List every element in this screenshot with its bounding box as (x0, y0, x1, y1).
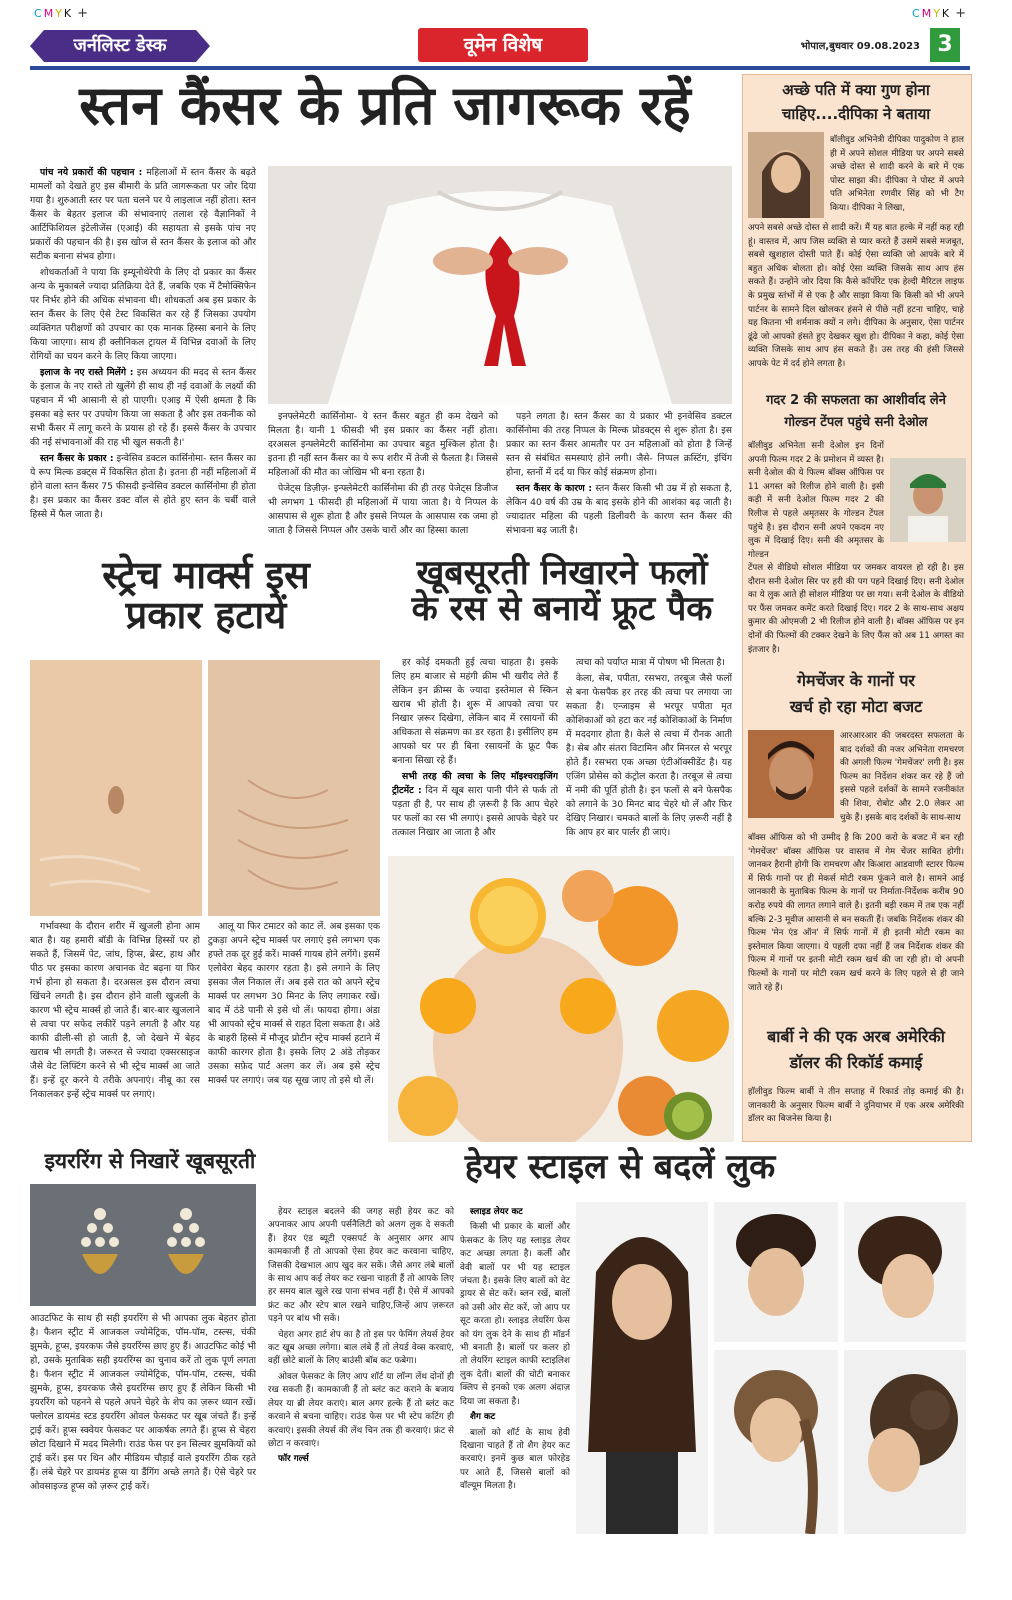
hair-photo-braid (714, 1350, 838, 1534)
hair-photo-bun (844, 1350, 966, 1534)
paragraph: चेहरा अगर हार्ट शेप का है तो इस पर फेमिंग लेयर्स हेयर कट खूब अच्छा लगेगा। बाल लंबे हैं तो लेयर्ड वेव्स करवाएं, वहीं छोटे बालों के लिए बाउंसी बॉब कट फबेगा। (268, 1329, 454, 1367)
paragraph: आलू या फिर टमाटर को काट लें. अब इसका एक टुकड़ा अपने स्ट्रेच मार्क्स पर लगाएं इसे लगभग एक हफ्ते तक दूर हुई करें। मार्क्स गायब होने लगेंगे। इसमें एलोवेरा बेहद कारगर रहता है। इसे लगाने के लिए इसका जैल निकाल लें। अब इसे रात को अपने स्ट्रेच मार्क्स पर लगभग 30 मिनट के लिए लगाकर रखें। बाद में ठंडे पानी से इसे धो लें। फायदा होगा। अंडा भी आपको स्ट्रेच मार्क्स से राहत दिला सकता है। अंडे के बाहरी हिस्से में मौजूद प्रोटीन स्ट्रेच मार्क्स हटाने में काफी कारगर होता है। इसके लिए 2 अंडे तोड़कर उसका सफ़ेद पार्ट अलग कर लें। अब इसे स्ट्रेच मार्क्स पर लगाएं। जब यह सूख जाए तो इसे धो लें। (208, 921, 380, 1086)
earring-photo (30, 1184, 256, 1306)
paragraph: हेयर स्टाइल बदलने की जगह सही हेयर कट को अपनाकर आप अपनी पर्सनैलिटी को अलग लुक दे सकती हैं। हेयर एंड ब्यूटी एक्सपर्ट के अनुसार अगर आप कामकाजी हैं तो आपको ऐसा हेयर कट करवाना चाहिए, जिसकी देखभाल आप खुद कर सकें। जैसे अगर लंबे बालों के साथ आप कई लेयर कट रखना चाहती हैं तो आपके लिए हर समय बाल खुले रख पाना संभव नहीं है। ऐसे में आपको फ्रंट कट और स्टेप बाल रखने चाहिए,जिन्हें आप ज़रूरत पड़ने पर बांध भी सकें। (268, 1207, 454, 1325)
section-tag-label: जर्नलिस्ट डेस्क (73, 35, 167, 56)
cancer-headline: स्तन कैंसर के प्रति जागरूक रहें (79, 74, 691, 137)
paragraph: किसी भी प्रकार के बालों और फेसकट के लिए यह स्लाइड लेयर कट अच्छा लगता है। कर्ली और वेवी बालों पर भी यह स्टाइल जंचता है। इसके लिए बालों को वेट ड्रायर से सेट करें। ब्लन रखें, बालों को उसी ओर सेट करें, जो आप पर सूट करता हो। स्लाइड लेयरिंग फेस को यंग लुक देने के साथ ही मॉडर्न भी बनाती है। बालों पर कलर हो तो लेयरिंग स्टाइल काफी स्टाइलिश लुक देती। बालों की चोटी बनाकर क्लिप से इनको एक अलग अंदाज़ दिया जा सकता है। (460, 1222, 570, 1407)
fruit-headline-line-2: के रस से बनायें फ्रूट पैक (411, 588, 713, 629)
stretch-photo-skin (208, 660, 380, 916)
paragraph: फॉर गर्ल्स (278, 1454, 309, 1465)
barbie-headline-line-2: डॉलर की रिकॉर्ड कमाई (789, 1053, 923, 1072)
cancer-col-3 (506, 410, 732, 538)
paragraph: स्लाइड लेयर कट (470, 1207, 523, 1217)
gadar-body-top: बॉलीवुड अभिनेता सनी देओल इन दिनों अपनी फिल्म गदर 2 के प्रमोशन में व्यस्त है। सनी देओल की ये फिल्म बॉक्स ऑफिस पर 11 अगस्त को रिलीज होने वाली है। इसी कड़ी में सनी देओल फिल्म गदर 2 की रिलीज से पहले अमृतसर के गोल्डन टेंपल पहुंचे है। इस दौरान सनी अपने एकदम नए लुक में दिखाई दिए। सनी की अमृतसर के गोल्डन (748, 441, 884, 560)
deepika-body-top: बॉलीवुड अभिनेत्री दीपिका पादुकोण ने हाल ही में अपने सोशल मीडिया पर अपने सबसे अच्छे दोस्त से शादी करने के बारे में एक पोस्ट साझा की। दीपिका ने पोस्ट में अपने पति अभिनेता रणवीर सिंह को भी टैग किया। दीपिका ने लिखा, (830, 135, 964, 213)
earring-headline: इयररिंग से निखारें खूबसूरती (44, 1149, 256, 1173)
paragraph: स्तन कैंसर के प्रकार : इन्वेसिव डक्टल कार्सिनोमा- स्तन कैंसर का ये रूप मिल्क डक्ट्स में विकसित होता है। इतना ही नहीं महिलाओं में होने वाला स्तन कैंसर 75 फीसदी इन्वेसिव डक्टल कार्सिनोमा ही होता है। इस प्रकार का कैंसर डक्ट वॉल से होते हुए स्तन के चर्बी वाले हिस्से में फैल जाता है। (30, 453, 256, 520)
paragraph: स्तन कैंसर के कारण : स्तन कैंसर किसी भी उम्र में हो सकता है, लेकिन 40 वर्ष की उम्र के बाद इसके होने की आशंका बढ़ जाती है। ज्यादातर महिला की पहली डिलीवरी के कारण स्तन कैंसर की संभावना बढ़ जाती है। (506, 483, 732, 536)
barbie-headline (746, 1024, 966, 1076)
paragraph: गर्भावस्था के दौरान शरीर में खुजली होना आम बात है। यह हमारी बॉडी के विभिन्न हिस्सों पर हो सकते हैं, जिसमें पेट, जांघ, हिप्स, ब्रेस्ट, हाथ और पीठ पर इसका कारण अचानक वेट बढ़ना या फिर गर्भ होना हो सकता है। दरअसल इस दौरान त्वचा खिंचने लगती है। इस दौरान होने वाली खुजली के कारण भी स्ट्रेच मार्क्स हो जाते हैं। बार-बार खुजलाने से त्वचा पर सफेद लकीरें पड़ने लगती है और यह काफी ढीली-सी हो जाती है, जो देखने में बेहद खराब भी लगती है। जरूरत से ज्यादा एक्सरसाइज जैसे वेट लिफ्टिंग करने से भी स्ट्रेच मार्क्स आ जाते हैं। इन्हें दूर करने ये तरीके अपनाएं। नीबू का रस निकालकर इन्हें स्ट्रेच मार्क्स पर लगाएं। (30, 921, 200, 1100)
gadar-headline-line-2: गोल्डन टेंपल पहुंचे सनी देओल (784, 415, 928, 430)
hair-photo-updo-1 (714, 1202, 838, 1342)
deepika-body-bottom: अपने सबसे अच्छे दोस्त से शादी करें। मैं यह बात हल्के में नहीं कह रही हूं। वास्तव में, आप जिस व्यक्ति से प्यार करते हैं उसमें सबसे मजबूत, सबसे खुशहाल दोस्ती पाते हैं। कोई ऐसा व्यक्ति जो आपके बारे में बहुत अधिक बोलता हो। कोई ऐसा व्यक्ति जिसके साथ आप हंस सकते हैं। उन्होंने जोर दिया कि कैसे कॉर्पोरेट एक हेल्दी मैरिटल लाइफ के प्रमुख स्तंभों में से एक है और साझा किया कि किसी को भी अपने पार्टनर के सामने दिल खोलकर हंसने से पीछे नहीं हटना चाहिए, चाहे यह कितना भी शर्मनाक क्यों न लगे। दीपिका के अनुसार, ऐसा पार्टनर ढूंढे जो आपको हंसते हुए देखकर खुश हो। दीपिका ने कहा, कोई ऐसा व्यक्ति जिसके साथ आप हंस सकते हैं। उस तरह की हंसी जिससे आपके पेट में दर्द होने लगता है। (748, 223, 964, 369)
hair-col-2 (460, 1206, 570, 1536)
ramcharan-photo (748, 730, 834, 818)
paragraph: ओवल फेसकट के लिए आप शॉर्ट या लॉन्ग लेंथ दोनों ही रख सकती हैं। कामकाजी हैं तो ब्लंट कट कराने के बजाय लेयर या ब्री लेयर कराएं। बाल अगर हल्के हैं तो ब्लंट कट करवाने से बचना चाहिए। राउंड फेस पर भी स्टेप कटिंग ही करवाएं। इसकी लेयर्स की लेंथ चिन तक ही करवाएं। फ्रंट से छोटा न करवाएं। (268, 1371, 454, 1449)
paragraph: पांच नये प्रकारों की पहचान : महिलाओं में स्तन कैंसर के बढ़ते मामलों को देखते हुए इस बीमारी के प्रति जागरूकता पर जोर दिया गया है। शुरुआती स्तर पर पता चलने पर ये लाइलाज नहीं होता। स्तन कैंसर के बेहतर इलाज की संभावनाएं तलाश रहे वैज्ञानिकों ने आर्टिफिशियल इंटेलीजेंस (एआई) की सहायता से इसके पांच नए प्रकारों की पहचान की है। इस खोज से स्तन कैंसर के इलाज को और सटीक बनाना संभव होगा। (30, 167, 256, 262)
section-tag (30, 30, 210, 62)
cancer-col-1 (30, 166, 256, 536)
fruit-headline (392, 553, 732, 629)
gamechanger-body-top: आरआरआर की जबरदस्त सफलता के बाद दर्शकों की नजर अभिनेता रामचरण की अगली फिल्म 'गेमचेंजर' लगी है। इस फिल्म का निर्देशन शंकर कर रहे हैं जो इससे पहले दर्शकों के सामने रजनीकांत की शिवा, रोबोट और 2.0 लेकर आ चुके हैं। इसके बाद दर्शकों के साथ-साथ (840, 731, 964, 823)
barbie-headline-line-1: बार्बी ने की एक अरब अमेरिकी (767, 1027, 945, 1046)
cmyk-mark-left: CMYK + (34, 6, 91, 21)
fruit-face-photo (388, 856, 734, 1142)
paragraph: त्वचा को पर्याप्त मात्रा में पोषण भी मिलता है। (576, 657, 725, 668)
deepika-headline-line-2: चाहिए....दीपिका ने बताया (781, 105, 931, 123)
gamechanger-headline-line-2: खर्च हो रहा मोटा बजट (789, 697, 923, 716)
hair-headline: हेयर स्टाइल से बदलें लुक (464, 1147, 776, 1187)
sunny-deol-photo (890, 458, 966, 542)
dateline: भोपाल,बुधवार 09.08.2023 (800, 41, 920, 52)
gamechanger-body-bottom: बॉक्स ऑफिस को भी उम्मीद है कि 200 करो के बजट में बन रही 'गेमचेंजर' बॉक्स ऑफिस पर वास्तव में गेम चेंजर साबित होगी। जानकर हैरानी होगी कि रामचरण और किआरा आडवाणी स्टारर फिल्म में सिर्फ गानों पर ही मेकर्स मोटी रकम फूंकने वाले है। सामने आई जानकारी के मुताबिक फिल्म के गानों पर निर्माता-निर्देशक करीब 90 करोड़ रुपये की लागत लगाने वाले है। इतनी बड़ी रकम में तब एक नहीं बल्कि 2-3 मूवीज आसानी से बन सकती हैं। जबकि निर्देशक शंकर की फिल्म 'मेन एंड ऑन' में सिर्फ गानों में ही इतनी मोटी रकम का इस्तेमाल किया जाएगा। ये पहली दफा नहीं हैं जब निर्देशक शंकर की फिल्म में गानों पर इतनी मोटी रकम खर्च की जा रही हो। वो अपनी फिल्मों के गानों पर मोटी रकम खर्च करने के लिए पहले से ही जाने जाते रहे हैं। (748, 833, 964, 993)
gamechanger-headline-line-1: गेमचेंजर के गानों पर (797, 671, 915, 690)
deepika-headline (746, 78, 966, 126)
paragraph: इलाज के नए रास्ते मिलेंगे : इस अध्ययन की मदद से स्तन कैंसर के इलाज के नए रास्ते तो खुलेंगे ही साथ ही नई दवाओं के लक्ष्यों की पहचान में भी आसानी से हो पाएगी। एआइ में ऐसी क्षमता है कि इसका बड़े स्तर पर उपयोग किया जा सकता है और इस तकनीक को सभी कैंसर में लागू करने के प्रयास हो रहे हैं। इससे कैंसर के उपचार की नई संभावनाओं की राह भी खुल सकती है।' (30, 367, 256, 448)
fruit-col-2 (566, 656, 732, 848)
paragraph: केला, सेब, पपीता, रसभरा, तरबूज जैसे फलों से बना फेसपैक हर तरह की त्वचा पर लगाया जा सकता है। एन्जाइम से भरपूर पपीता मृत कोशिकाओं को हटा कर नई कोशिकाओं के निर्माण में मददगार होता है। केले से त्वचा में रौनक आती है। सेब और संतरा विटामिन और मिनरल से भरपूर होते हैं। रसभरा एक अच्छा एंटीऑक्सीडेंट है। यह एजिंग प्रोसेस को कंट्रोल करता है। तरबूज से त्वचा में नमी की पूर्ति होती है। इन फलों से बने फेसपैक को लगाने के 30 मिनट बाद चेहरे धो लें और फिर देखिए निखार। चमकते बालों के लिए ज़रूरी नहीं है कि आप हर बार पार्लर ही जाएं। (566, 673, 732, 838)
deepika-photo (748, 132, 824, 218)
paragraph: पेजेट्स डिज़ीज़- इन्फ्लेमेटरी कार्सिनोमा की ही तरह पेजेट्स डिजीज भी लगभग 1 फीसदी ही महिलाओं में पाया जाता है। ये निप्पल के आसपास से शुरू होता है और इससे निप्पल के आसपास रक जमा हो जाता है जिससे निप्पल और उसके चारों और का हिस्सा काला (268, 483, 498, 536)
paragraph: पड़ने लगता है। स्तन कैंसर का ये प्रकार भी इनवेसिव डक्टल कार्सिनोमा की तरह निप्पल के मिल्क प्रोडक्ट्स से शुरू होता है। इस प्रकार का स्तन कैंसर आमतौर पर उन महिलाओं को होता है जिन्हें स्तन से संबंधित समस्याएं होने लगी। जैसे- निप्पल क्रस्टिंग, इंचिंग होना, स्तनों में दर्द या फिर कोई संक्रमण होना। (506, 411, 732, 478)
gadar-headline (746, 390, 966, 434)
stretch-photo-belly (30, 660, 202, 916)
page-number: 3 (930, 28, 960, 62)
gadar-body-bottom: टेंपल से वीडियो सोशल मीडिया पर जमकर वायरल हो रही है। इस दौरान सनी देओल सिर पर हरी की पग पहने दिखाई दिए। सनी देओल का ये लुक आते ही सोशल मीडिया पर छा गया। सनी देओल के वीडियो पर फैंस जमकर कमेंट करते दिखाई दिए। गदर 2 के साथ-साथ अक्षय कुमार की ओएमजी 2 भी रिलीज होने वाली है। बॉक्स ऑफिस पर इन दोनों की फिल्मों की टक्कर देखने के लिए फैंस को अब 11 अगस्त का इंतजार है। (748, 563, 964, 655)
stretch-headline-line-2: प्रकार हटायें (125, 592, 287, 637)
page-title: वूमेन विशेष (418, 28, 588, 62)
gadar-headline-line-1: गदर 2 की सफलता का आशीर्वाद लेने (766, 393, 946, 408)
hair-photo-updo-2 (844, 1202, 966, 1342)
stretch-headline (30, 553, 382, 637)
paragraph: बालों को शॉर्ट के साथ हेवी दिखाना चाहते हैं तो शैग हेयर कट करवाएं। इनमें कुछ बाल फोरहेड पर आते हैं, जिससे बालों को वॉल्यूम मिलता है। (460, 1427, 570, 1492)
cmyk-mark-right: CMYK + (912, 6, 969, 21)
fruit-col-1 (392, 656, 558, 848)
deepika-headline-line-1: अच्छे पति में क्या गुण होना (782, 81, 930, 99)
stretch-col-2 (208, 920, 380, 1142)
hair-photo-model (576, 1202, 708, 1534)
paragraph: इनफ्लेमेटरी कार्सिनोमा- ये स्तन कैंसर बहुत ही कम देखने को मिलता है। यानी 1 फीसदी भी इस प्रकार का कैंसर नहीं होता। दरअसल इन्फ्लेमेटरी कार्सिनोमा का उपचार बहुत मुश्किल होता है। इतना ही नहीं स्तन कैंसर का ये रूप शरीर में तेजी से फैलता है। जिससे महिलाओं की मौत का जोखिम भी बना रहता है। (268, 411, 498, 478)
cancer-col-2 (268, 410, 498, 538)
earring-body: आउटफिट के साथ ही सही इयररिंग से भी आपका लुक बेहतर होता है। फैशन स्ट्रीट में आजकल ज्योमेट्रिक, पॉम-पॉम, टस्ल्स, चंकी झुमके, हूप्स, इयरकफ जैसे इयररिंग्स छाए हुए हैं। आउटफिट कोई भी हो, उसके मुताबिक सही इयररिंग्स का चुनाव करें तो लुक पूर्ण लगता है। फैशन स्ट्रीट में आजकल ज्योमेट्रिक, पॉम-पॉम, टस्ल्स, चंकी झुमके, हूप्स, इयरकफ जैसे इयररिंग्स छाए हुए हैं लेकिन किसी भी इयररिंग को पहनने से पहले अपने चेहरे के शेप का ज़रूर ध्यान रखें। फ्लोरल डायमंड स्टड इयररिंग ओवल फेसकट पर खूब जंचते हैं। इन्हें ट्राई करें। हूप्स स्क्वेयर फेसकट पर आकर्षक लगते हैं। हूप्स से चेहरा छोटा दिखाने में मदद मिलेगी। राउंड फेस पर इन सिल्वर झुमकियों को ट्राई करें। इस पर थिन और मीडियम चौड़ाई वाले इयररिंग ठीक रहते हैं। लंबे चेहरे पर डायमंड हूप्स या डैंगिंग अच्छे लगते हैं। ऐसे चेहरे पर ओवसाइज्ड हूप्स को ज़रूर ट्राई करें। (30, 1313, 256, 1492)
masthead-rule (30, 66, 970, 70)
paragraph: सभी तरह की त्वचा के लिए मॉइश्चराइजिंग ट्रीटमेंट : दिन में खूब सारा पानी पीने से फर्क तो पड़ता ही है, पर साथ ही ज़रूरी है कि आप चेहरे पर फलों का रस भी लगाएं। इससे आपके चेहरे पर तत्काल निखार आ जाता है और (392, 771, 558, 838)
stretch-col-1 (30, 920, 200, 1142)
barbie-body: हॉलीवुड फिल्म बार्बी ने तीन सप्ताह में रिकार्ड तोड़ कमाई की है। जानकारी के अनुसार फिल्म बार्बी ने दुनियाभर में एक अरब अमेरिकी डॉलर का बिजनेस किया है। (748, 1087, 964, 1125)
paragraph: हर कोई दमकती हुई त्वचा चाहता है। इसके लिए हम बाजार से महंगी क्रीम भी खरीद लेते हैं लेकिन इन क्रीम्स के ज्यादा इस्तेमाल से स्किन खराब भी होती है। शुरू में आपको त्वचा पर निखार ज़रूर दिखेगा, लेकिन बाद में रसायनों की अधिकता से संक्रमण का डर रहता है। इसीलिए हम आपको घर पर ही बिना रसायनों के फ्रूट पैक बनाना सिखा रहे हैं। (392, 657, 558, 766)
hair-col-1 (268, 1206, 454, 1536)
paragraph: शोधकर्ताओं ने पाया कि इम्यूनोथेरेपी के लिए दो प्रकार का कैंसर अन्य के मुकाबले ज्यादा प्रतिक्रिया देते हैं, जबकि एक में टैमोक्सिफेन पर निर्भर होने की अधिक संभावना थी। शोधकर्ता अब इस प्रकार के स्तन कैंसर के लिए ऐसे टेस्ट विकसित कर रहे हैं जिसका उपयोग व्यक्तिगत परीक्षणों को उपचार का एक मानक हिस्सा बनाने के लिए किया जाएगा। साथ ही क्लीनिकल ट्रायल में विभिन्न दवाओं के लिए रोगियों का चयन करने के लिए किया जाएगा। (30, 267, 256, 362)
gamechanger-headline (746, 668, 966, 720)
stretch-headline-line-1: स्ट्रेच मार्क्स इस (102, 553, 310, 597)
fruit-headline-line-1: खूबसूरती निखारने फलों (416, 553, 708, 593)
ribbon-photo (268, 166, 732, 404)
paragraph: शैग कट (470, 1412, 496, 1423)
